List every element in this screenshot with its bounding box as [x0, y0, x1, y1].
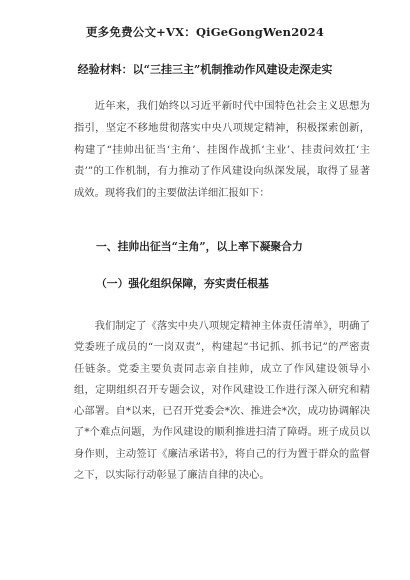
section-heading-1: 一、挂帅出征当“主角”，以上率下凝聚合力	[96, 240, 303, 253]
intro-paragraph: 近年来，我们始终以习近平新时代中国特色社会主义思想为指引，坚定不移地贯彻落实中央八项规定精神，积极探索创新，构建了“挂帅出征当‘主角’、挂图作战抓‘主业’、挂责问效扛‘主责’”的工作机制，有力推动了作风建设向纵深发展，取得了显著成效。现将我们的主要做法详细汇报如下：	[74, 100, 370, 200]
subsection-paragraph-1: 我们制定了《落实中央八项规定精神主体责任清单》，明确了党委班子成员的“一岗双责”，构建起“书记抓、抓书记”的严密责任链条。党委主要负责同志亲自挂帅，成立了作风建设领导小组，定期组织召开专题会议，对作风建设工作进行深入研究和精心部署。自*以来，已召开党委会*次、推进会*次，成功协调解决了*个难点问题，为作风建设的顺利推进扫清了障碍。班子成员以身作则，主动签订《廉洁承诺书》，将自己的行为置于群众的监督之下，以实际行动彰显了廉洁自律的决心。	[74, 320, 370, 482]
document-title: 经验材料：以“三挂三主”机制推动作风建设走深走实	[77, 63, 333, 76]
subsection-heading-1: （一）强化组织保障，夯实责任根基	[96, 277, 269, 290]
header-watermark-text: 更多免费公文+VX：QiGeGongWen2024	[85, 25, 325, 39]
